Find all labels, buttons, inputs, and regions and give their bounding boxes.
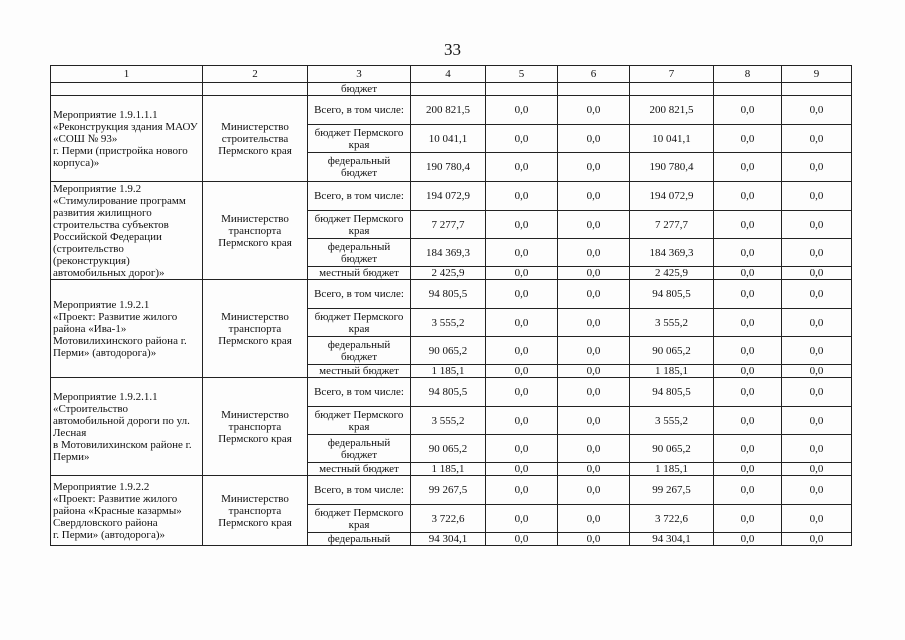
table-row [51, 476, 852, 505]
amount-cell: 0,0 [558, 239, 630, 267]
empty-cell [51, 83, 203, 96]
amount-cell: 0,0 [782, 476, 852, 505]
column-header: 8 [714, 66, 782, 83]
funding-source: Всего, в том числе: [308, 182, 411, 211]
amount-cell: 0,0 [558, 463, 630, 476]
amount-cell: 0,0 [558, 267, 630, 280]
amount-cell: 0,0 [558, 407, 630, 435]
amount-cell: 0,0 [714, 280, 782, 309]
amount-cell: 190 780,4 [630, 153, 714, 182]
activity-name: Мероприятие 1.9.1.1.1 «Реконструкция здания МАОУ «СОШ № 93» г. Перми (пристройка нового корпуса)» [51, 96, 203, 182]
amount-cell: 0,0 [486, 476, 558, 505]
funding-source: федеральный бюджет [308, 435, 411, 463]
amount-cell: 184 369,3 [411, 239, 486, 267]
amount-cell: 0,0 [558, 365, 630, 378]
amount-cell: 0,0 [782, 125, 852, 153]
funding-source: местный бюджет [308, 365, 411, 378]
funding-source: Всего, в том числе: [308, 96, 411, 125]
amount-cell: 0,0 [714, 96, 782, 125]
table-row [51, 378, 852, 407]
amount-cell: 194 072,9 [411, 182, 486, 211]
column-header: 6 [558, 66, 630, 83]
amount-cell: 0,0 [558, 533, 630, 546]
continuation-row [51, 83, 852, 96]
amount-cell: 0,0 [558, 476, 630, 505]
amount-cell: 0,0 [782, 153, 852, 182]
amount-cell: 0,0 [486, 505, 558, 533]
empty-cell [630, 83, 714, 96]
responsible-ministry: Министерство транспорта Пермского края [203, 476, 308, 546]
column-header: 5 [486, 66, 558, 83]
empty-cell [203, 83, 308, 96]
funding-source: местный бюджет [308, 463, 411, 476]
amount-cell: 0,0 [558, 182, 630, 211]
page-number: 33 [444, 40, 461, 59]
amount-cell: 3 555,2 [411, 309, 486, 337]
funding-source: федеральный бюджет [308, 153, 411, 182]
funding-source: бюджет Пермского края [308, 407, 411, 435]
amount-cell: 2 425,9 [411, 267, 486, 280]
amount-cell: 0,0 [714, 378, 782, 407]
amount-cell: 0,0 [714, 435, 782, 463]
funding-source: бюджет [308, 83, 411, 96]
amount-cell: 0,0 [714, 463, 782, 476]
amount-cell: 0,0 [486, 125, 558, 153]
amount-cell: 0,0 [558, 337, 630, 365]
amount-cell: 1 185,1 [630, 365, 714, 378]
amount-cell: 0,0 [782, 505, 852, 533]
amount-cell: 7 277,7 [630, 211, 714, 239]
amount-cell: 3 722,6 [630, 505, 714, 533]
amount-cell: 0,0 [486, 211, 558, 239]
amount-cell: 0,0 [486, 463, 558, 476]
amount-cell: 90 065,2 [630, 337, 714, 365]
amount-cell: 94 304,1 [411, 533, 486, 546]
amount-cell: 0,0 [782, 533, 852, 546]
empty-cell [558, 83, 630, 96]
funding-source: бюджет Пермского края [308, 309, 411, 337]
amount-cell: 3 555,2 [630, 407, 714, 435]
column-header: 3 [308, 66, 411, 83]
funding-source: бюджет Пермского края [308, 505, 411, 533]
activity-name: Мероприятие 1.9.2.1 «Проект: Развитие жилого района «Ива-1» Мотовилихинского района г. Перми» (автодорога)» [51, 280, 203, 378]
column-header: 2 [203, 66, 308, 83]
amount-cell: 10 041,1 [411, 125, 486, 153]
amount-cell: 0,0 [558, 378, 630, 407]
amount-cell: 3 555,2 [630, 309, 714, 337]
amount-cell: 0,0 [782, 435, 852, 463]
activity-name: Мероприятие 1.9.2 «Стимулирование программ развития жилищного строительства субъектов Российской Федерации (строительство (реконструкция) автомобильных дорог)» [51, 182, 203, 280]
column-number-row [51, 66, 852, 83]
amount-cell: 0,0 [558, 280, 630, 309]
amount-cell: 0,0 [486, 365, 558, 378]
amount-cell: 0,0 [558, 211, 630, 239]
amount-cell: 0,0 [558, 435, 630, 463]
amount-cell: 0,0 [782, 337, 852, 365]
responsible-ministry: Министерство транспорта Пермского края [203, 378, 308, 476]
amount-cell: 94 805,5 [411, 378, 486, 407]
column-header: 9 [782, 66, 852, 83]
table-row [51, 96, 852, 125]
amount-cell: 90 065,2 [411, 435, 486, 463]
empty-cell [782, 83, 852, 96]
column-header: 4 [411, 66, 486, 83]
amount-cell: 0,0 [486, 267, 558, 280]
funding-source: бюджет Пермского края [308, 125, 411, 153]
amount-cell: 194 072,9 [630, 182, 714, 211]
amount-cell: 0,0 [782, 280, 852, 309]
amount-cell: 200 821,5 [411, 96, 486, 125]
amount-cell: 94 805,5 [630, 280, 714, 309]
amount-cell: 0,0 [486, 309, 558, 337]
amount-cell: 0,0 [714, 533, 782, 546]
amount-cell: 0,0 [782, 378, 852, 407]
amount-cell: 0,0 [486, 239, 558, 267]
amount-cell: 0,0 [714, 267, 782, 280]
amount-cell: 0,0 [782, 267, 852, 280]
amount-cell: 0,0 [486, 153, 558, 182]
amount-cell: 0,0 [782, 211, 852, 239]
amount-cell: 0,0 [782, 463, 852, 476]
amount-cell: 0,0 [486, 407, 558, 435]
budget-table [50, 65, 852, 546]
responsible-ministry: Министерство транспорта Пермского края [203, 182, 308, 280]
amount-cell: 0,0 [714, 211, 782, 239]
table-row [51, 182, 852, 211]
amount-cell: 1 185,1 [630, 463, 714, 476]
amount-cell: 99 267,5 [411, 476, 486, 505]
amount-cell: 184 369,3 [630, 239, 714, 267]
responsible-ministry: Министерство строительства Пермского края [203, 96, 308, 182]
responsible-ministry: Министерство транспорта Пермского края [203, 280, 308, 378]
amount-cell: 0,0 [714, 365, 782, 378]
amount-cell: 0,0 [558, 505, 630, 533]
amount-cell: 0,0 [486, 96, 558, 125]
amount-cell: 94 304,1 [630, 533, 714, 546]
funding-source: местный бюджет [308, 267, 411, 280]
column-header: 1 [51, 66, 203, 83]
empty-cell [486, 83, 558, 96]
amount-cell: 0,0 [782, 309, 852, 337]
amount-cell: 190 780,4 [411, 153, 486, 182]
amount-cell: 0,0 [558, 153, 630, 182]
funding-source: Всего, в том числе: [308, 280, 411, 309]
amount-cell: 0,0 [782, 239, 852, 267]
amount-cell: 94 805,5 [630, 378, 714, 407]
amount-cell: 0,0 [486, 337, 558, 365]
amount-cell: 3 722,6 [411, 505, 486, 533]
amount-cell: 94 805,5 [411, 280, 486, 309]
funding-source: бюджет Пермского края [308, 211, 411, 239]
amount-cell: 0,0 [486, 533, 558, 546]
amount-cell: 2 425,9 [630, 267, 714, 280]
amount-cell: 10 041,1 [630, 125, 714, 153]
amount-cell: 0,0 [714, 125, 782, 153]
amount-cell: 0,0 [486, 435, 558, 463]
amount-cell: 99 267,5 [630, 476, 714, 505]
column-header: 7 [630, 66, 714, 83]
amount-cell: 0,0 [714, 182, 782, 211]
amount-cell: 0,0 [714, 153, 782, 182]
empty-cell [714, 83, 782, 96]
amount-cell: 0,0 [558, 309, 630, 337]
funding-source: Всего, в том числе: [308, 476, 411, 505]
amount-cell: 0,0 [782, 182, 852, 211]
amount-cell: 3 555,2 [411, 407, 486, 435]
amount-cell: 1 185,1 [411, 463, 486, 476]
amount-cell: 0,0 [486, 182, 558, 211]
table-body [51, 83, 852, 546]
amount-cell: 0,0 [782, 96, 852, 125]
funding-source: Всего, в том числе: [308, 378, 411, 407]
empty-cell [411, 83, 486, 96]
amount-cell: 0,0 [714, 309, 782, 337]
amount-cell: 0,0 [714, 476, 782, 505]
funding-source: федеральный [308, 533, 411, 546]
funding-source: федеральный бюджет [308, 239, 411, 267]
amount-cell: 0,0 [714, 407, 782, 435]
amount-cell: 0,0 [486, 378, 558, 407]
amount-cell: 0,0 [782, 407, 852, 435]
amount-cell: 90 065,2 [411, 337, 486, 365]
amount-cell: 0,0 [714, 505, 782, 533]
activity-name: Мероприятие 1.9.2.2 «Проект: Развитие жилого района «Красные казармы» Свердловского района г. Перми» (автодорога)» [51, 476, 203, 546]
amount-cell: 7 277,7 [411, 211, 486, 239]
amount-cell: 0,0 [486, 280, 558, 309]
amount-cell: 90 065,2 [630, 435, 714, 463]
amount-cell: 0,0 [782, 365, 852, 378]
amount-cell: 200 821,5 [630, 96, 714, 125]
funding-source: федеральный бюджет [308, 337, 411, 365]
amount-cell: 1 185,1 [411, 365, 486, 378]
amount-cell: 0,0 [558, 96, 630, 125]
table-row [51, 280, 852, 309]
activity-name: Мероприятие 1.9.2.1.1 «Строительство автомобильной дороги по ул. Лесная в Мотовилихинском районе г. Перми» [51, 378, 203, 476]
amount-cell: 0,0 [558, 125, 630, 153]
amount-cell: 0,0 [714, 337, 782, 365]
amount-cell: 0,0 [714, 239, 782, 267]
